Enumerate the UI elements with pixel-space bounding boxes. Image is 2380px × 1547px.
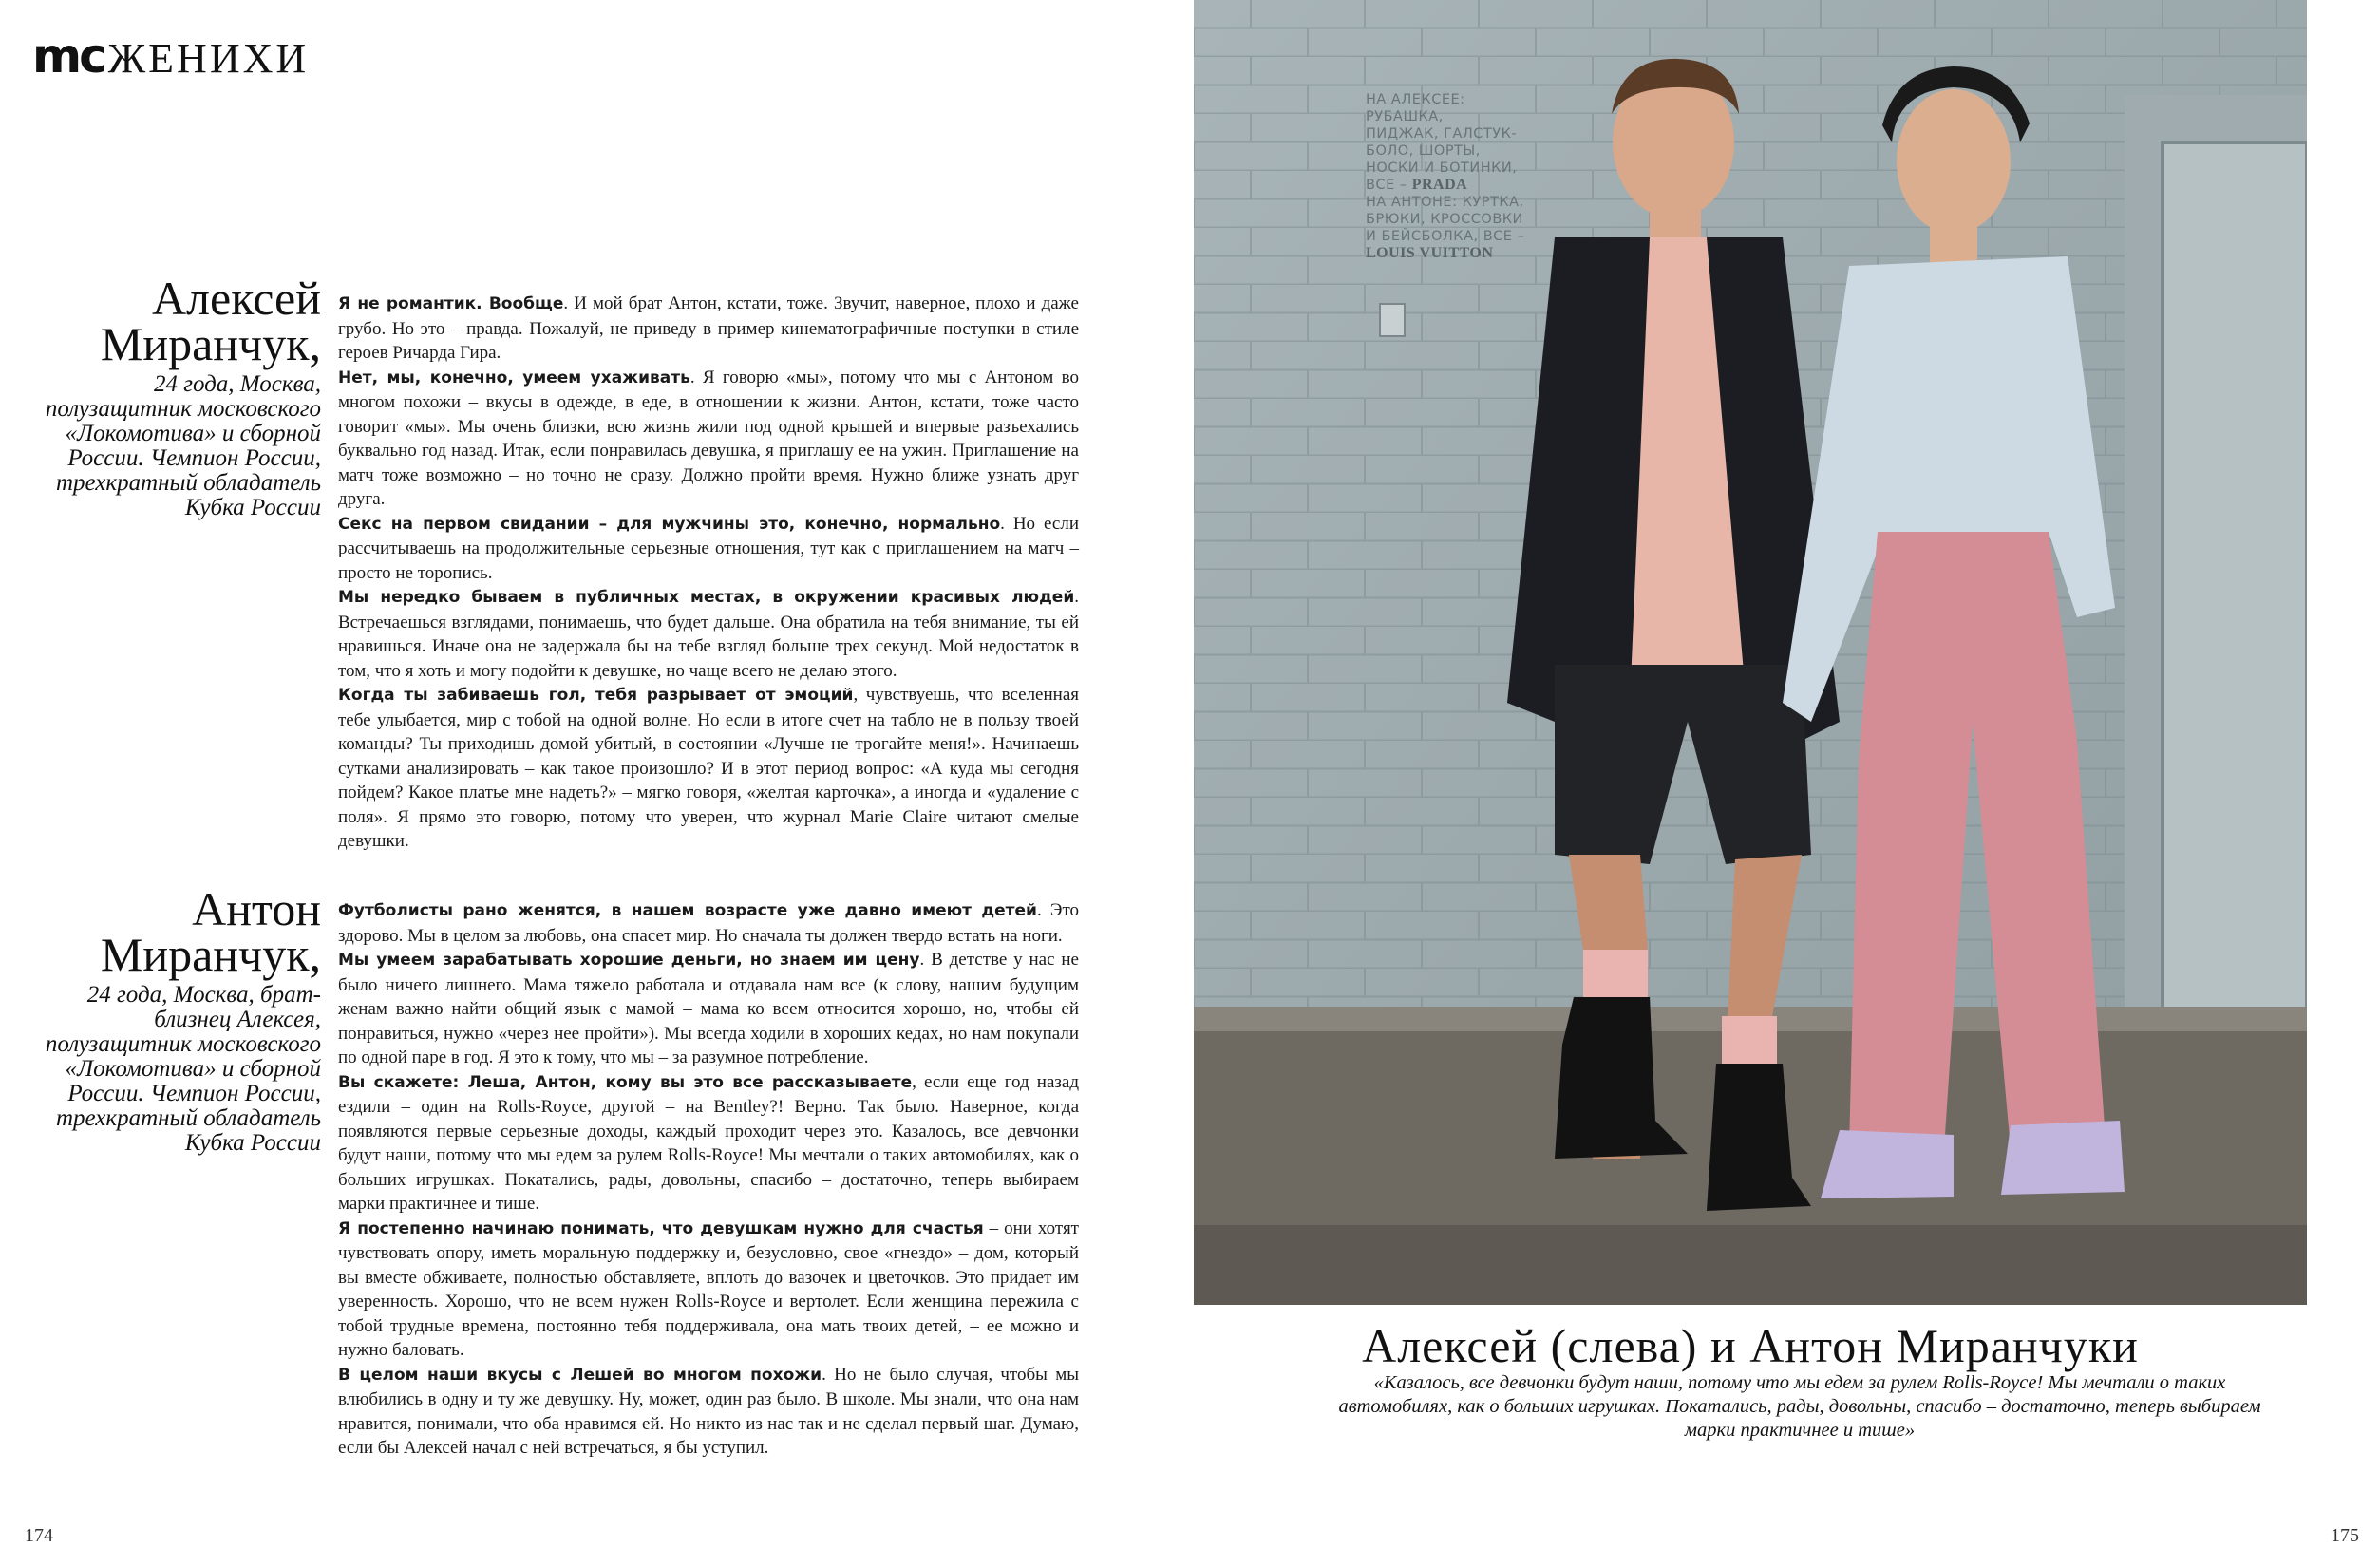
- paragraph: Вы скажете: Леша, Антон, кому вы это все рассказываете, если еще год назад ездили – один на Rolls-Royce, другой – на Bentley?! Верно. Так было. Наверное, когда появляются первые серьезные доходы, каждый проходит через это. Казалось, все девчонки будут наши, потому что мы едем за рулем Rolls-Royce! Мы мечтали о таких автомобилях, как о больших игрушках. Покатались, рады, довольны, спасибо – достаточно, теперь выбираем марки практичнее и тише.: [338, 1071, 1079, 1214]
- lead-in: Вы скажете: Леша, Антон, кому вы это все рассказываете: [338, 1072, 913, 1092]
- credit-brand: PRADA: [1411, 177, 1468, 193]
- lead-in: Я постепенно начинаю понимать, что девушкам нужно для счастья: [338, 1218, 984, 1238]
- paragraph: Футболисты рано женятся, в нашем возрасте уже давно имеют детей. Это здорово. Мы в целом за любовь, она спасет мир. Но сначала ты должен твердо встать на ноги.: [338, 900, 1079, 946]
- lead-in: Я не романтик. Вообще: [338, 294, 564, 313]
- credit-line: НА АНТОНЕ: КУРТКА,: [1366, 195, 1524, 210]
- bio-description: 24 года, Москва, брат-близнец Алексея, полузащитник московского «Локомотива» и сборной России. Чемпион России, трехкратный обладатель Кубка России: [45, 982, 321, 1156]
- credit-line: НА АЛЕКСЕЕ: РУБАШКА,: [1366, 92, 1465, 124]
- lead-in: Секс на первом свидании – для мужчины это, конечно, нормально: [338, 514, 1001, 534]
- credit-line: БРЮКИ, КРОССОВКИ: [1366, 212, 1523, 227]
- lead-in: Мы умеем зарабатывать хорошие деньги, но знаем им цену: [338, 951, 920, 970]
- page-number-left: 174: [25, 1525, 53, 1546]
- photo-illustration: [1194, 0, 2307, 1305]
- credit-line: НОСКИ И БОТИНКИ,: [1366, 160, 1518, 176]
- bio-name: Алексей Миранчук,: [100, 272, 321, 370]
- credit-line: ВСЕ – PRADA: [1366, 177, 1468, 193]
- paragraph: Нет, мы, конечно, умеем ухаживать. Я говорю «мы», потому что мы с Антоном во многом похожи – вкусы в одежде, в еде, в отношении к жизни. Антон, кстати, тоже часто говорит «мы». Мы очень близки, всю жизнь жили под одной крышей и впервые разъехались буквально год назад. Итак, если понравилась девушка, я приглашу ее на ужин. Приглашение на матч тоже возможно – но точно не сразу. Должно пройти время. Нужно ближе узнать друг друга.: [338, 367, 1079, 509]
- section-title: ЖЕНИХИ: [107, 35, 310, 82]
- interview-text-alexey: [338, 292, 1079, 854]
- lead-in: Когда ты забиваешь гол, тебя разрывает от эмоций: [338, 686, 854, 705]
- bio-name: Антон Миранчук,: [100, 882, 321, 981]
- paragraph: Мы нередко бываем в публичных местах, в окружении красивых людей. Встречаешься взглядами, понимаешь, что будет дальше. Она обратила на тебя внимание, ты ей нравишься. Иначе она не задержала бы на тебе взгляд больше трех секунд. Мой недостаток в том, что я хоть и могу подойти к девушке, но чаще всего не делаю этого.: [338, 587, 1079, 681]
- credit-brand: LOUIS VUITTON: [1366, 245, 1494, 261]
- paragraph: В целом наши вкусы с Лешей во многом похожи. Но не было случая, чтобы мы влюбились в одну и ту же девушку. Ну, может, один раз было. В школе. Мы знали, что она нам нравится, понимали, что оба нравимся ей. Но никто из нас так и не сделал первый шаг. Думаю, если бы Алексей начал с ней встречаться, я бы уступил.: [338, 1364, 1079, 1458]
- lead-in: Футболисты рано женятся, в нашем возрасте уже давно имеют детей: [338, 901, 1037, 920]
- bio-anton: [38, 882, 321, 1156]
- lead-in: Нет, мы, конечно, умеем ухаживать: [338, 368, 690, 387]
- lead-in: В целом наши вкусы с Лешей во многом похожи: [338, 1365, 822, 1385]
- photo-twins: [1194, 0, 2307, 1305]
- page-header: [32, 28, 309, 85]
- interview-text-anton: [338, 898, 1079, 1461]
- photo-caption-quote: «Казалось, все девчонки будут наши, потому что мы едем за рулем Rolls-Royce! Мы мечтали о таких автомобилях, как о больших игрушках. Покатались, рады, довольны, спасибо – достаточно, теперь выбираем марки практичнее и тише»: [1338, 1372, 2261, 1441]
- page-number-right: 175: [2331, 1525, 2359, 1546]
- paragraph: Секс на первом свидании – для мужчины это, конечно, нормально. Но если рассчитываешь на продолжительные серьезные отношения, тут как с приглашением на матч – просто не торопись.: [338, 513, 1079, 583]
- fashion-credits: [1366, 91, 1546, 262]
- bio-alexey: [38, 272, 321, 520]
- lead-in: Мы нередко бываем в публичных местах, в окружении красивых людей: [338, 588, 1075, 607]
- paragraph: Я постепенно начинаю понимать, что девушкам нужно для счастья – они хотят чувствовать опору, иметь моральную поддержку и, безусловно, свое «гнездо» – дом, который вы вместе обживаете, полностью обставляете, вплоть до вазочек и цветочков. Это придает им уверенность. Хорошо, что не всем нужен Rolls-Royce и вертолет. Если женщина пережила с тобой трудные времена, постоянно тебя поддерживала, она мать твоих детей, – ее можно и нужно баловать.: [338, 1217, 1079, 1360]
- magazine-logo: mc: [32, 28, 104, 84]
- credit-line: ПИДЖАК, ГАЛСТУК-: [1366, 126, 1518, 141]
- credit-line: БОЛО, ШОРТЫ,: [1366, 143, 1481, 159]
- bio-description: 24 года, Москва, полузащитник московского «Локомотива» и сборной России. Чемпион России, трехкратный обладатель Кубка России: [45, 371, 321, 520]
- paragraph: Я не романтик. Вообще. И мой брат Антон, кстати, тоже. Звучит, наверное, плохо и даже грубо. Но это – правда. Пожалуй, не приведу в пример кинематографичные поступки в стиле героев Ричарда Гира.: [338, 293, 1079, 363]
- paragraph: Когда ты забиваешь гол, тебя разрывает от эмоций, чувствуешь, что вселенная тебе улыбается, мир с тобой на одной волне. Но если в итоге счет на табло не в пользу твоей команды? Ты приходишь домой убитый, в состоянии «Лучше не трогайте меня!». Начинаешь сутками анализировать – как такое произошло? И в этот период вопрос: «А куда мы сегодня пойдем? Какое платье мне надеть?» – мягко говоря, «желтая карточка», а иногда и «удаление с поля». Я прямо это говорю, потому что уверен, что журнал Marie Claire читают смелые девушки.: [338, 685, 1079, 851]
- photo-caption-title: Алексей (слева) и Антон Миранчуки: [1362, 1319, 2139, 1372]
- credit-line: И БЕЙСБОЛКА, ВСЕ –: [1366, 229, 1525, 244]
- paragraph: Мы умеем зарабатывать хорошие деньги, но знаем им цену. В детстве у нас не было ничего лишнего. Мама тяжело работала и отдавала нам все (к слову, нашим будущим женам важно найти общий язык с мамой – мама ко всем относится хорошо, но, чтобы ей понравиться, нужно «через нее пройти»). Мы всегда ходили в хороших кедах, но нам покупали по одной паре в год. Я это к тому, что мы – за разумное потребление.: [338, 950, 1079, 1067]
